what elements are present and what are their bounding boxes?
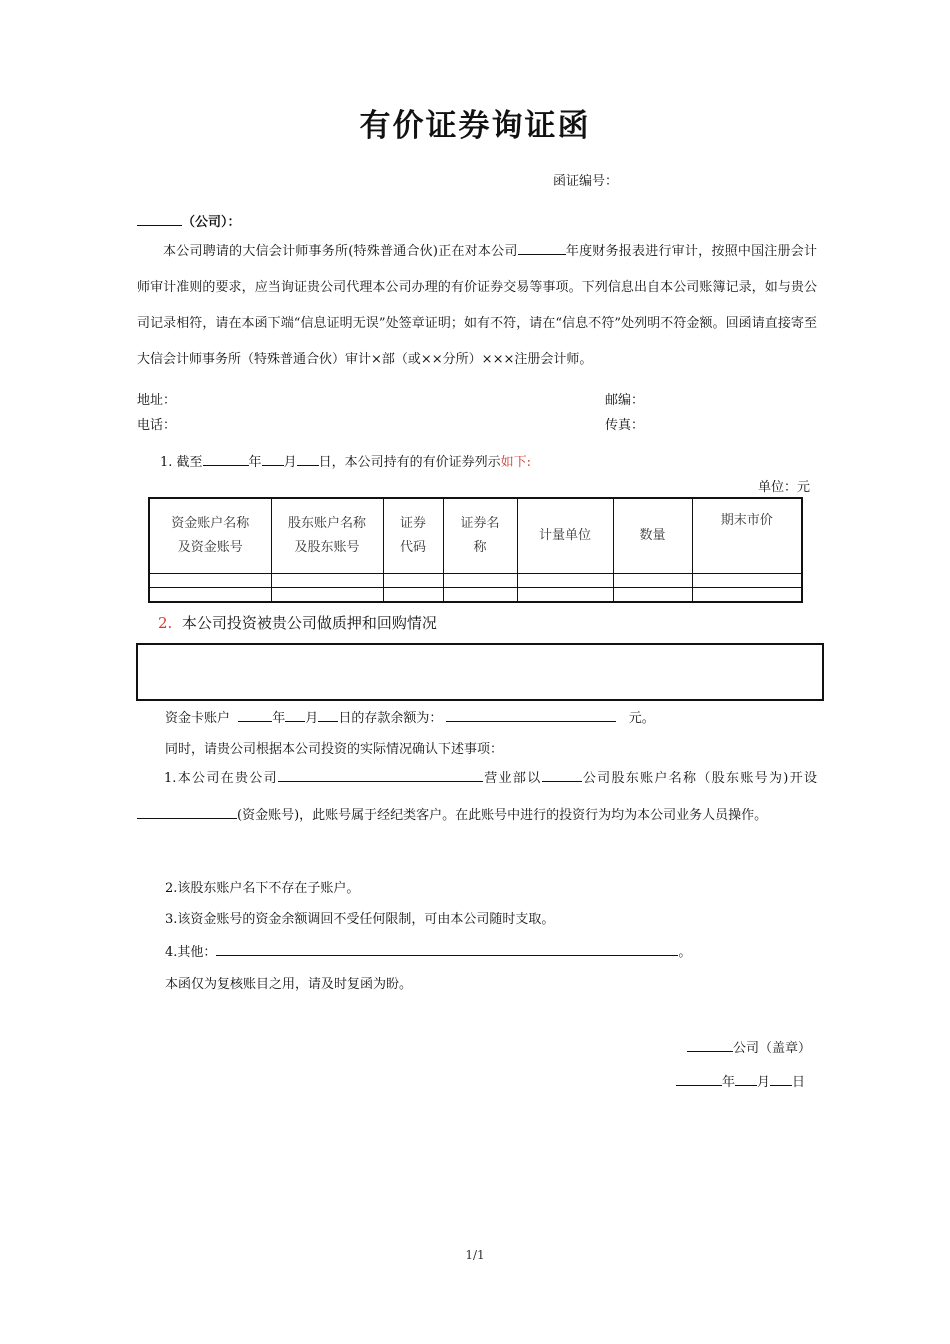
balance-line: 资金卡账户 年 月 日的存款余额为： 元。 xyxy=(165,707,655,726)
page-number: 1/1 xyxy=(465,1248,485,1262)
th-security-code: 证券 代码 xyxy=(383,498,443,574)
bal-year-blank[interactable] xyxy=(238,707,272,722)
intro-paragraph xyxy=(137,234,817,378)
th-unit: 计量单位 xyxy=(517,498,613,574)
th-fund-account: 资金账户名称 及资金账号 xyxy=(149,498,271,574)
bal-month-blank[interactable] xyxy=(285,707,305,722)
fund-account-blank[interactable] xyxy=(137,804,237,819)
addressee-blank[interactable] xyxy=(137,211,182,226)
s1-year-blank[interactable] xyxy=(203,451,249,466)
intro-part-1: 本公司聘请的大信会计师事务所(特殊普通合伙)正在对本公司 xyxy=(163,244,518,259)
addressee-suffix: （公司）： xyxy=(182,215,241,230)
table-row xyxy=(149,574,802,588)
securities-table xyxy=(148,497,803,603)
th-shareholder-account: 股东账户名称 及股东账号 xyxy=(271,498,383,574)
bal-day-blank[interactable] xyxy=(318,707,338,722)
pledge-repo-box[interactable] xyxy=(136,643,824,701)
item-2: 2.该股东账户名下不存在子账户。 xyxy=(165,881,360,896)
s1-month-blank[interactable] xyxy=(262,451,284,466)
item-1: 1.本公司在贵公司 营业部以 公司股东账户名称（股东账号为)开设(资金账号)，此账号属于经纪类客户。在此账号中进行的投资行为均为本公司业务人员操作。 xyxy=(137,760,817,834)
branch-blank[interactable] xyxy=(278,767,483,782)
th-quantity: 数量 xyxy=(613,498,692,574)
table-row xyxy=(149,588,802,603)
letter-number-label: 函证编号： xyxy=(553,174,619,189)
sign-day-blank[interactable] xyxy=(770,1071,792,1086)
postcode-label: 邮编： xyxy=(605,393,645,408)
other-blank[interactable] xyxy=(216,941,678,956)
unit-label: 单位：元 xyxy=(758,480,811,495)
confirm-intro: 同时，请贵公司根据本公司投资的实际情况确认下述事项： xyxy=(165,742,504,757)
sign-year-blank[interactable] xyxy=(676,1071,722,1086)
th-security-name: 证券名 称 xyxy=(443,498,517,574)
phone-label: 电话： xyxy=(137,418,177,433)
th-market-price: 期末市价 xyxy=(692,498,802,574)
section2-heading: 2. 本公司投资被贵公司做质押和回购情况 xyxy=(158,614,437,632)
address-label: 地址： xyxy=(137,393,177,408)
table-header-row xyxy=(149,498,802,574)
signature-company: 公司（盖章） xyxy=(687,1037,811,1056)
addressee-line xyxy=(137,211,241,230)
section1-heading: 1. 截至 年 月 日，本公司持有的有价证券列示如下: xyxy=(160,451,531,470)
sign-company-blank[interactable] xyxy=(687,1037,733,1052)
signature-date: 年 月 日 xyxy=(676,1071,805,1090)
s1-day-blank[interactable] xyxy=(297,451,319,466)
page-title: 有价证券询证函 xyxy=(359,108,591,144)
item-4: 4.其他： 。 xyxy=(165,941,691,960)
closing-note: 本函仅为复核账目之用，请及时复函为盼。 xyxy=(165,977,413,992)
item-3: 3.该资金账号的资金余额调回不受任何限制，可由本公司随时支取。 xyxy=(165,912,555,927)
audit-year-blank[interactable] xyxy=(518,240,566,255)
company-blank[interactable] xyxy=(542,767,582,782)
fax-label: 传真： xyxy=(605,418,645,433)
balance-amount-blank[interactable] xyxy=(446,707,616,722)
sign-month-blank[interactable] xyxy=(735,1071,757,1086)
intro-part-2: 年度财务报表进行审计，按照中国注册会计师审计准则的要求，应当询证贵公司代理本公司办理的有价证券交易等事项。下列信息出自本公司账簿记录，如与贵公司记录相符，请在本函下端“信息证明无误”处签章证明；如有不符，请在“信息不符”处列明不符金额。回函请直接寄至大信会计师事务所（特殊普通合伙）审计×部（或××分所）×××注册会计师。 xyxy=(137,244,817,367)
